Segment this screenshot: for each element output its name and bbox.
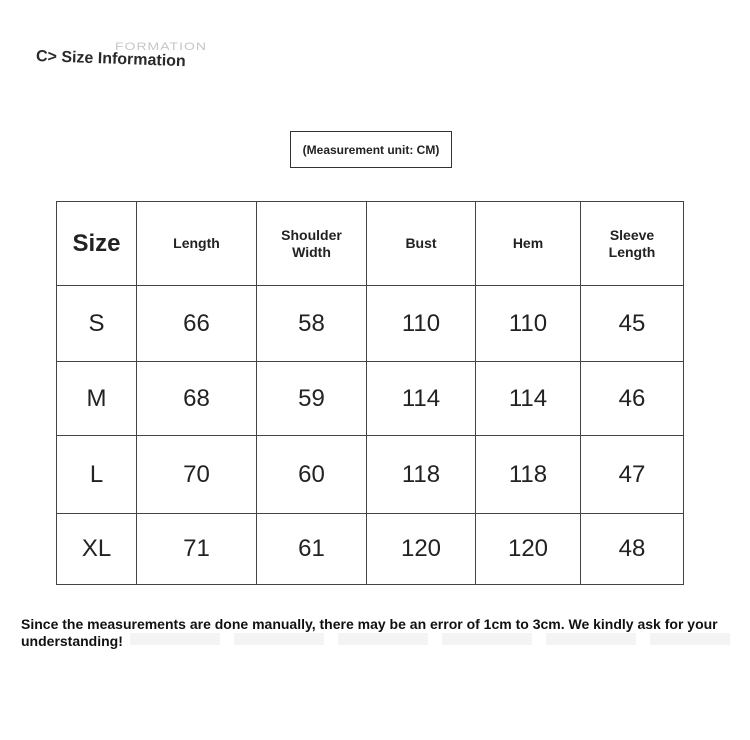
length-cell: 71 xyxy=(137,514,257,585)
hem-cell: 120 xyxy=(476,514,581,585)
size-cell: L xyxy=(57,436,137,514)
column-header-shoulder-width-label: Shoulder Width xyxy=(281,226,342,260)
table-row xyxy=(57,362,684,436)
column-header-bust: Bust xyxy=(367,202,476,286)
measurement-disclaimer: Since the measurements are done manually, there may be an error of 1cm to 3cm. We kindly ask for your understanding! xyxy=(21,616,718,649)
hem-cell: 114 xyxy=(476,362,581,436)
shoulder-width-cell: 59 xyxy=(257,362,367,436)
sleeve-length-cell: 46 xyxy=(581,362,684,436)
column-header-sleeve-length xyxy=(581,202,684,286)
length-cell: 66 xyxy=(137,286,257,362)
bust-cell: 120 xyxy=(367,514,476,585)
table-row xyxy=(57,286,684,362)
size-chart-table xyxy=(56,201,684,585)
faded-background-title: FORMATION xyxy=(115,39,207,53)
page-title: C> Size Information xyxy=(35,48,187,71)
column-header-sleeve-length-label: Sleeve Length xyxy=(608,226,656,260)
sleeve-length-cell: 48 xyxy=(581,514,684,585)
length-cell: 68 xyxy=(137,362,257,436)
table-row xyxy=(57,436,684,514)
bust-cell: 110 xyxy=(367,286,476,362)
size-cell: S xyxy=(57,286,137,362)
bust-cell: 114 xyxy=(367,362,476,436)
column-header-length: Length xyxy=(137,202,257,286)
column-header-size: Size xyxy=(57,202,137,286)
measurement-unit-note: (Measurement unit: CM) xyxy=(290,131,452,168)
size-cell: XL xyxy=(57,514,137,585)
hem-cell: 118 xyxy=(476,436,581,514)
shoulder-width-cell: 58 xyxy=(257,286,367,362)
hem-cell: 110 xyxy=(476,286,581,362)
size-cell: M xyxy=(57,362,137,436)
length-cell: 70 xyxy=(137,436,257,514)
sleeve-length-cell: 47 xyxy=(581,436,684,514)
shoulder-width-cell: 61 xyxy=(257,514,367,585)
sleeve-length-cell: 45 xyxy=(581,286,684,362)
column-header-shoulder-width xyxy=(257,202,367,286)
table-header-row xyxy=(57,202,684,286)
shoulder-width-cell: 60 xyxy=(257,436,367,514)
column-header-hem: Hem xyxy=(476,202,581,286)
table-row xyxy=(57,514,684,585)
bust-cell: 118 xyxy=(367,436,476,514)
